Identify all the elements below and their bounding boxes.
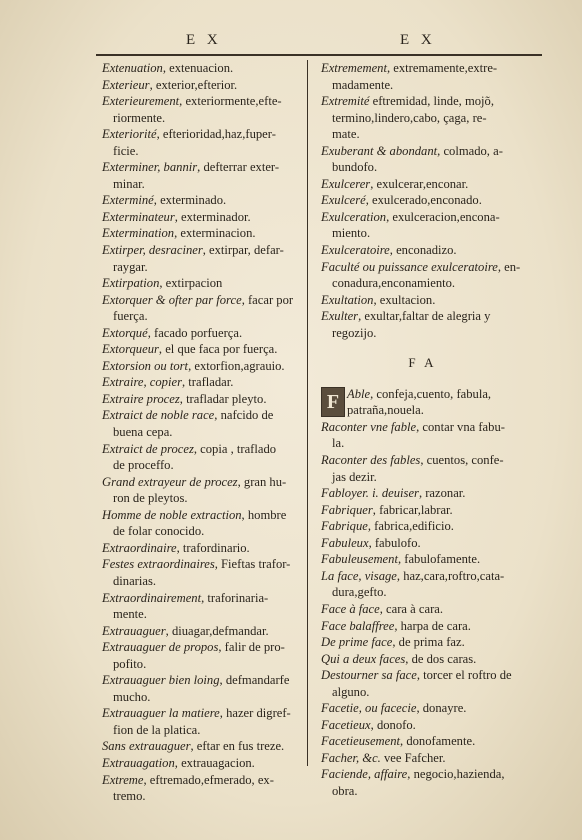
entry-headword: Able bbox=[347, 386, 371, 401]
entry-gloss: , trafordinario. bbox=[176, 540, 250, 555]
entry-gloss-continued: mente. bbox=[113, 607, 147, 622]
dictionary-entry bbox=[321, 60, 524, 93]
dictionary-entry bbox=[321, 452, 524, 485]
entry-gloss: , fabrica,edificio. bbox=[367, 519, 454, 534]
entry-gloss-continued: alguno. bbox=[332, 684, 370, 699]
entry-gloss: , exteriormente,efte- bbox=[179, 94, 282, 109]
entry-headword: Extremité bbox=[321, 94, 370, 109]
entry-gloss-continued: mate. bbox=[332, 127, 360, 142]
column-divider bbox=[307, 60, 308, 766]
entry-headword: Extenuation bbox=[102, 61, 163, 75]
dictionary-entry bbox=[102, 93, 302, 126]
dictionary-entry bbox=[102, 77, 302, 94]
dictionary-entry bbox=[102, 358, 302, 375]
entry-gloss: , facar por bbox=[241, 292, 294, 307]
entry-gloss: , trafladar pleyto. bbox=[179, 391, 267, 406]
dictionary-entry bbox=[102, 292, 302, 325]
entry-gloss: , donofamente. bbox=[400, 734, 476, 749]
dictionary-entry bbox=[321, 618, 524, 635]
dictionary-entry bbox=[102, 623, 302, 640]
entry-headword: Facetieux bbox=[321, 717, 371, 732]
entry-gloss: , copia , traflado bbox=[193, 441, 277, 456]
entry-gloss-continued: madamente. bbox=[332, 77, 394, 92]
entry-gloss: , torcer el roftro de bbox=[416, 668, 512, 683]
entry-headword: Fabuleux bbox=[321, 535, 369, 550]
entry-headword: Extraict de procez bbox=[102, 441, 194, 456]
dictionary-entry bbox=[321, 601, 524, 618]
entry-gloss-continued: riormente. bbox=[113, 110, 166, 125]
entry-gloss: , harpa de cara. bbox=[394, 618, 471, 633]
entry-gloss: , fabulofamente. bbox=[397, 552, 481, 567]
section-title: F A bbox=[408, 355, 437, 371]
dictionary-entry bbox=[102, 391, 302, 408]
entry-gloss: , nafcido de bbox=[214, 408, 274, 423]
entry-gloss: , el que faca por fuerça. bbox=[158, 342, 278, 357]
entry-headword: Extorquer & ofter par force bbox=[102, 292, 242, 307]
dictionary-entry bbox=[321, 535, 524, 552]
entry-headword: Extorsion ou tort bbox=[102, 358, 189, 373]
entry-gloss-continued: mucho. bbox=[113, 689, 151, 704]
entry-gloss: , facado porfuerça. bbox=[147, 325, 243, 340]
dictionary-entry bbox=[102, 325, 302, 342]
entry-headword: Extermination bbox=[102, 226, 175, 241]
entry-headword: Extraict de noble race bbox=[102, 408, 215, 423]
entry-headword: Exuberant & abondant bbox=[321, 143, 438, 158]
dictionary-entry bbox=[102, 159, 302, 192]
left-column bbox=[102, 60, 302, 805]
right-column bbox=[321, 60, 524, 800]
entry-gloss: , haz,cara,roftro,cata- bbox=[396, 568, 505, 583]
dictionary-entry bbox=[102, 441, 302, 474]
dictionary-entry bbox=[102, 672, 302, 705]
dictionary-entry bbox=[102, 474, 302, 507]
running-header-left: E X bbox=[186, 32, 222, 48]
dictionary-entry bbox=[321, 308, 524, 341]
dictionary-entry bbox=[321, 209, 524, 242]
entry-gloss: , exterminado. bbox=[153, 193, 227, 208]
dictionary-entry bbox=[321, 485, 524, 502]
decorated-initial: F bbox=[321, 387, 345, 417]
entry-headword: Extirper, desraciner bbox=[102, 243, 203, 258]
entry-headword: Fabrique bbox=[321, 519, 368, 534]
dictionary-entry bbox=[321, 259, 524, 292]
entry-gloss: , negocio,hazienda, bbox=[407, 767, 505, 782]
dictionary-entry bbox=[321, 242, 524, 259]
dictionary-entry bbox=[102, 126, 302, 159]
entry-headword: Exultation bbox=[321, 292, 374, 307]
entry-gloss: , defterrar exter- bbox=[197, 160, 280, 175]
dictionary-entry bbox=[102, 772, 302, 805]
entry-gloss-continued: jas dezir. bbox=[332, 469, 377, 484]
entry-gloss-continued: fuerça. bbox=[113, 309, 148, 324]
entry-headword: Homme de noble extraction bbox=[102, 507, 242, 522]
entry-headword: La face, visage bbox=[321, 568, 397, 583]
dictionary-entry bbox=[102, 192, 302, 209]
entry-gloss-continued: fion de la platica. bbox=[113, 722, 201, 737]
entry-gloss: , defmandarfe bbox=[219, 673, 290, 688]
entry-gloss-continued: dinarias. bbox=[113, 573, 157, 588]
dictionary-entry bbox=[321, 651, 524, 668]
entry-gloss: , falir de pro- bbox=[218, 640, 285, 655]
dictionary-entry bbox=[321, 733, 524, 750]
dictionary-entry bbox=[102, 242, 302, 275]
entry-headword: Extraordinaire bbox=[102, 540, 177, 555]
entry-gloss: , exulcerado,enconado. bbox=[365, 193, 482, 208]
entry-gloss: , extirpacion bbox=[159, 276, 223, 291]
entry-headword: Face à face bbox=[321, 601, 380, 616]
entry-headword: Face balaffree bbox=[321, 618, 395, 633]
entry-headword: Exulceratoire bbox=[321, 243, 390, 258]
entry-headword: Extraire procez bbox=[102, 391, 180, 406]
dictionary-entry bbox=[321, 502, 524, 519]
entry-gloss: , Fieftas trafor- bbox=[214, 557, 291, 572]
entry-gloss-continued: termino,lindero,cabo, çaga, re- bbox=[332, 110, 487, 125]
dictionary-entry bbox=[321, 717, 524, 734]
dictionary-entry bbox=[321, 192, 524, 209]
entry-gloss: , de prima faz. bbox=[392, 635, 465, 650]
entry-headword: Extrauaguer la matiere bbox=[102, 706, 220, 721]
entry-headword: Exulter bbox=[321, 309, 359, 324]
entry-headword: Fabuleusement bbox=[321, 552, 398, 567]
dictionary-entry bbox=[102, 341, 302, 358]
entry-gloss-continued: miento. bbox=[332, 226, 371, 241]
entry-gloss-continued: bundofo. bbox=[332, 160, 378, 175]
entry-headword: Exterieur bbox=[102, 77, 150, 92]
dictionary-entry bbox=[102, 209, 302, 226]
entry-gloss: , cuentos, confe- bbox=[420, 453, 504, 468]
entry-headword: Faciende, affaire bbox=[321, 767, 408, 782]
entry-gloss-continued: de proceffo. bbox=[113, 458, 174, 473]
dictionary-entry bbox=[321, 93, 524, 143]
dictionary-entry bbox=[102, 705, 302, 738]
entry-headword: Exterminer, bannir bbox=[102, 160, 198, 175]
entry-gloss: , exulcerar,enconar. bbox=[370, 176, 469, 191]
entry-headword: De prime face bbox=[321, 635, 393, 650]
entry-gloss-continued: ficie. bbox=[113, 143, 139, 158]
entry-headword: Facher, &c. bbox=[321, 750, 381, 765]
entry-gloss: , gran hu- bbox=[237, 474, 287, 489]
entry-gloss-continued: de folar conocido. bbox=[113, 524, 205, 539]
entry-gloss: , exultacion. bbox=[373, 292, 436, 307]
dictionary-entry bbox=[102, 540, 302, 557]
entry-gloss: , exterior,efterior. bbox=[149, 77, 238, 92]
dictionary-entry bbox=[321, 143, 524, 176]
entry-headword: Faculté ou puissance exulceratoire bbox=[321, 259, 498, 274]
entry-gloss: , cara à cara. bbox=[379, 601, 444, 616]
entry-headword: Exulceration bbox=[321, 209, 387, 224]
dictionary-entry bbox=[321, 766, 524, 799]
entry-gloss-continued: obra. bbox=[332, 783, 358, 798]
entry-gloss-continued: dura,gefto. bbox=[332, 585, 387, 600]
entry-headword: Exterieurement bbox=[102, 94, 180, 109]
dictionary-entry bbox=[321, 419, 524, 452]
entry-headword: Exulcerer bbox=[321, 176, 371, 191]
dictionary-entry bbox=[102, 738, 302, 755]
dictionary-entry bbox=[102, 225, 302, 242]
entry-headword: Fabloyer. i. deuiser bbox=[321, 486, 419, 501]
entry-gloss-continued: la. bbox=[332, 436, 345, 451]
entry-gloss-continued: minar. bbox=[113, 176, 145, 191]
entry-headword: Facetieusement bbox=[321, 734, 401, 749]
entry-headword: Extraordinairement bbox=[102, 590, 202, 605]
dictionary-entry bbox=[102, 639, 302, 672]
entry-headword: Extraire, copier bbox=[102, 375, 182, 390]
entry-gloss: , fabricar,labrar. bbox=[372, 502, 453, 517]
dictionary-entry bbox=[321, 667, 524, 700]
entry-gloss: , trafladar. bbox=[181, 375, 234, 390]
entry-gloss: , donayre. bbox=[416, 701, 467, 716]
dictionary-entry bbox=[102, 556, 302, 589]
entry-headword: Exteriorité bbox=[102, 127, 157, 142]
dictionary-entry bbox=[102, 755, 302, 772]
entry-gloss: eftremidad, linde, mojõ, bbox=[369, 94, 495, 109]
entry-gloss: , eftremado,efmerado, ex- bbox=[143, 772, 274, 787]
entry-headword: Extorqué bbox=[102, 325, 148, 340]
entry-headword: Extremement bbox=[321, 61, 387, 75]
entry-gloss-continued: tremo. bbox=[113, 789, 146, 804]
entry-gloss: , hazer digref- bbox=[219, 706, 291, 721]
entry-gloss: , exulceracion,encona- bbox=[386, 209, 500, 224]
entry-gloss-continued: pofito. bbox=[113, 656, 147, 671]
entry-headword: Destourner sa face bbox=[321, 668, 417, 683]
entry-gloss: , donofo. bbox=[370, 717, 416, 732]
dictionary-entry bbox=[321, 292, 524, 309]
entry-gloss: , extrauagacion. bbox=[174, 755, 255, 770]
entry-headword: Extrauagation bbox=[102, 755, 175, 770]
dictionary-entry bbox=[321, 568, 524, 601]
dropcap-entry bbox=[321, 386, 524, 419]
entry-headword: Extorqueur bbox=[102, 342, 159, 357]
entry-headword: Exterminé bbox=[102, 193, 154, 208]
dictionary-entry bbox=[321, 518, 524, 535]
entry-gloss: , confeja,cuento, fabula, bbox=[370, 386, 492, 401]
entry-gloss: , enconadizo. bbox=[389, 243, 457, 258]
entry-gloss: , efterioridad,haz,fuper- bbox=[156, 127, 276, 142]
entry-headword: Extreme bbox=[102, 772, 144, 787]
right-column-entries-fa bbox=[321, 419, 524, 800]
dictionary-entry bbox=[321, 551, 524, 568]
entry-headword: Extirpation bbox=[102, 276, 160, 291]
entry-headword: Qui a deux faces bbox=[321, 651, 406, 666]
entry-gloss: , extremamente,extre- bbox=[386, 61, 498, 75]
entry-gloss: , contar vna fabu- bbox=[416, 419, 505, 434]
entry-gloss: , fabulofo. bbox=[368, 535, 421, 550]
dictionary-entry bbox=[102, 507, 302, 540]
entry-headword: Facetie, ou facecie bbox=[321, 701, 417, 716]
entry-headword: Extrauaguer bbox=[102, 623, 166, 638]
dictionary-entry bbox=[321, 176, 524, 193]
entry-gloss: vee Fafcher. bbox=[380, 750, 446, 765]
entry-headword: Grand extrayeur de procez bbox=[102, 474, 238, 489]
entry-gloss: , exterminacion. bbox=[174, 226, 256, 241]
entry-gloss: , colmado, a- bbox=[437, 143, 503, 158]
dictionary-entry bbox=[102, 590, 302, 623]
entry-gloss: , diuagar,defmandar. bbox=[165, 623, 269, 638]
entry-headword: Sans extrauaguer bbox=[102, 739, 191, 754]
entry-gloss: , eftar en fus treze. bbox=[190, 739, 285, 754]
entry-gloss: , en- bbox=[497, 259, 521, 274]
dictionary-entry bbox=[102, 374, 302, 391]
entry-gloss: , extorfion,agrauio. bbox=[188, 358, 285, 373]
entry-gloss: , extenuacion. bbox=[162, 61, 234, 75]
entry-headword: Exterminateur bbox=[102, 209, 175, 224]
entry-gloss: , de dos caras. bbox=[405, 651, 477, 666]
entry-headword: Raconter vne fable bbox=[321, 419, 417, 434]
entry-gloss-continued: buena cepa. bbox=[113, 425, 173, 440]
dictionary-entry bbox=[102, 60, 302, 77]
dictionary-entry bbox=[102, 275, 302, 292]
entry-gloss-continued: conadura,enconamiento. bbox=[332, 276, 456, 291]
entry-gloss: , extirpar, defar- bbox=[202, 243, 284, 258]
entry-gloss: , hombre bbox=[241, 507, 287, 522]
header-rule bbox=[96, 54, 542, 56]
entry-headword: Festes extraordinaires bbox=[102, 557, 215, 572]
dictionary-entry bbox=[321, 700, 524, 717]
entry-gloss-continued: ron de pleytos. bbox=[113, 491, 188, 506]
dictionary-entry bbox=[321, 750, 524, 767]
entry-gloss: , traforinaria- bbox=[201, 590, 269, 605]
right-column-entries-ex bbox=[321, 60, 524, 341]
entry-gloss: , exultar,faltar de alegria y bbox=[358, 309, 491, 324]
dictionary-entry bbox=[102, 407, 302, 440]
entry-gloss-continued: raygar. bbox=[113, 259, 148, 274]
entry-headword: Raconter des fables bbox=[321, 453, 421, 468]
entry-gloss: , exterminador. bbox=[174, 209, 251, 224]
entry-headword: Exulceré bbox=[321, 193, 366, 208]
entry-gloss-continued: regozijo. bbox=[332, 325, 377, 340]
entry-headword: Extrauaguer bien loing bbox=[102, 673, 220, 688]
dictionary-entry bbox=[321, 634, 524, 651]
entry-headword: Fabriquer bbox=[321, 502, 373, 517]
running-header-right: E X bbox=[400, 32, 436, 48]
entry-headword: Extrauaguer de propos bbox=[102, 640, 219, 655]
entry-gloss-continued: patraña,nouela. bbox=[347, 403, 424, 418]
entry-gloss: , razonar. bbox=[418, 486, 466, 501]
